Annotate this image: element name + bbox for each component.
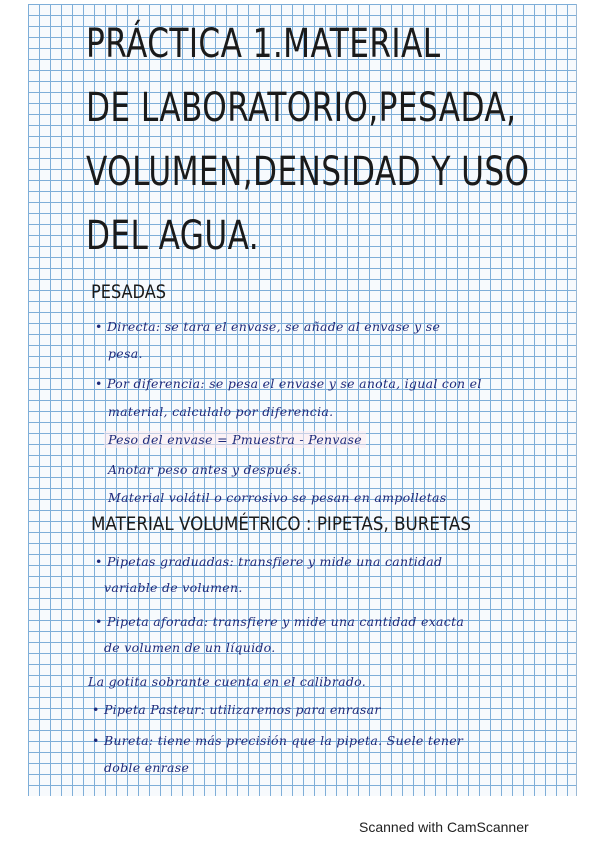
note-line: • Pipetas graduadas: transfiere y mide una cantidad — [95, 554, 443, 569]
note-line: • Bureta: tiene más precisión que la pipeta. Suele tener — [92, 733, 464, 748]
note-line: pesa. — [108, 346, 143, 361]
note-line: material, calculalo por diferencia. — [108, 404, 334, 419]
note-line: Material volátil o corrosivo se pesan en ampolletas — [108, 490, 447, 505]
note-line: de volumen de un líquido. — [104, 640, 276, 655]
note-line: • Pipeta Pasteur: utilizaremos para enrasar — [92, 702, 381, 717]
title-line: VOLUMEN,DENSIDAD Y USO — [86, 149, 530, 195]
note-line: doble enrase — [104, 760, 190, 775]
note-line: La gotita sobrante cuenta en el calibrado. — [88, 674, 367, 689]
note-line: • Directa: se tara el envase, se añade al envase y se — [95, 319, 441, 334]
title-line: DE LABORATORIO,PESADA, — [86, 85, 517, 131]
section-heading-material: MATERIAL VOLUMÉTRICO : PIPETAS, BURETAS — [91, 513, 471, 535]
note-line: • Por diferencia: se pesa el envase y se anota, igual con el — [95, 376, 482, 391]
note-line: variable de volumen. — [104, 580, 243, 595]
note-line: Anotar peso antes y después. — [108, 462, 302, 477]
title-line: PRÁCTICA 1.MATERIAL — [86, 21, 441, 67]
title-line: DEL AGUA. — [86, 213, 260, 259]
practice-title — [86, 12, 530, 268]
formula-line: Peso del envase = Pmuestra - Penvase — [104, 431, 366, 448]
note-line: • Pipeta aforada: transfiere y mide una cantidad exacta — [95, 614, 465, 629]
scanner-watermark: Scanned with CamScanner — [359, 819, 529, 835]
section-heading-pesadas: PESADAS — [91, 281, 166, 303]
